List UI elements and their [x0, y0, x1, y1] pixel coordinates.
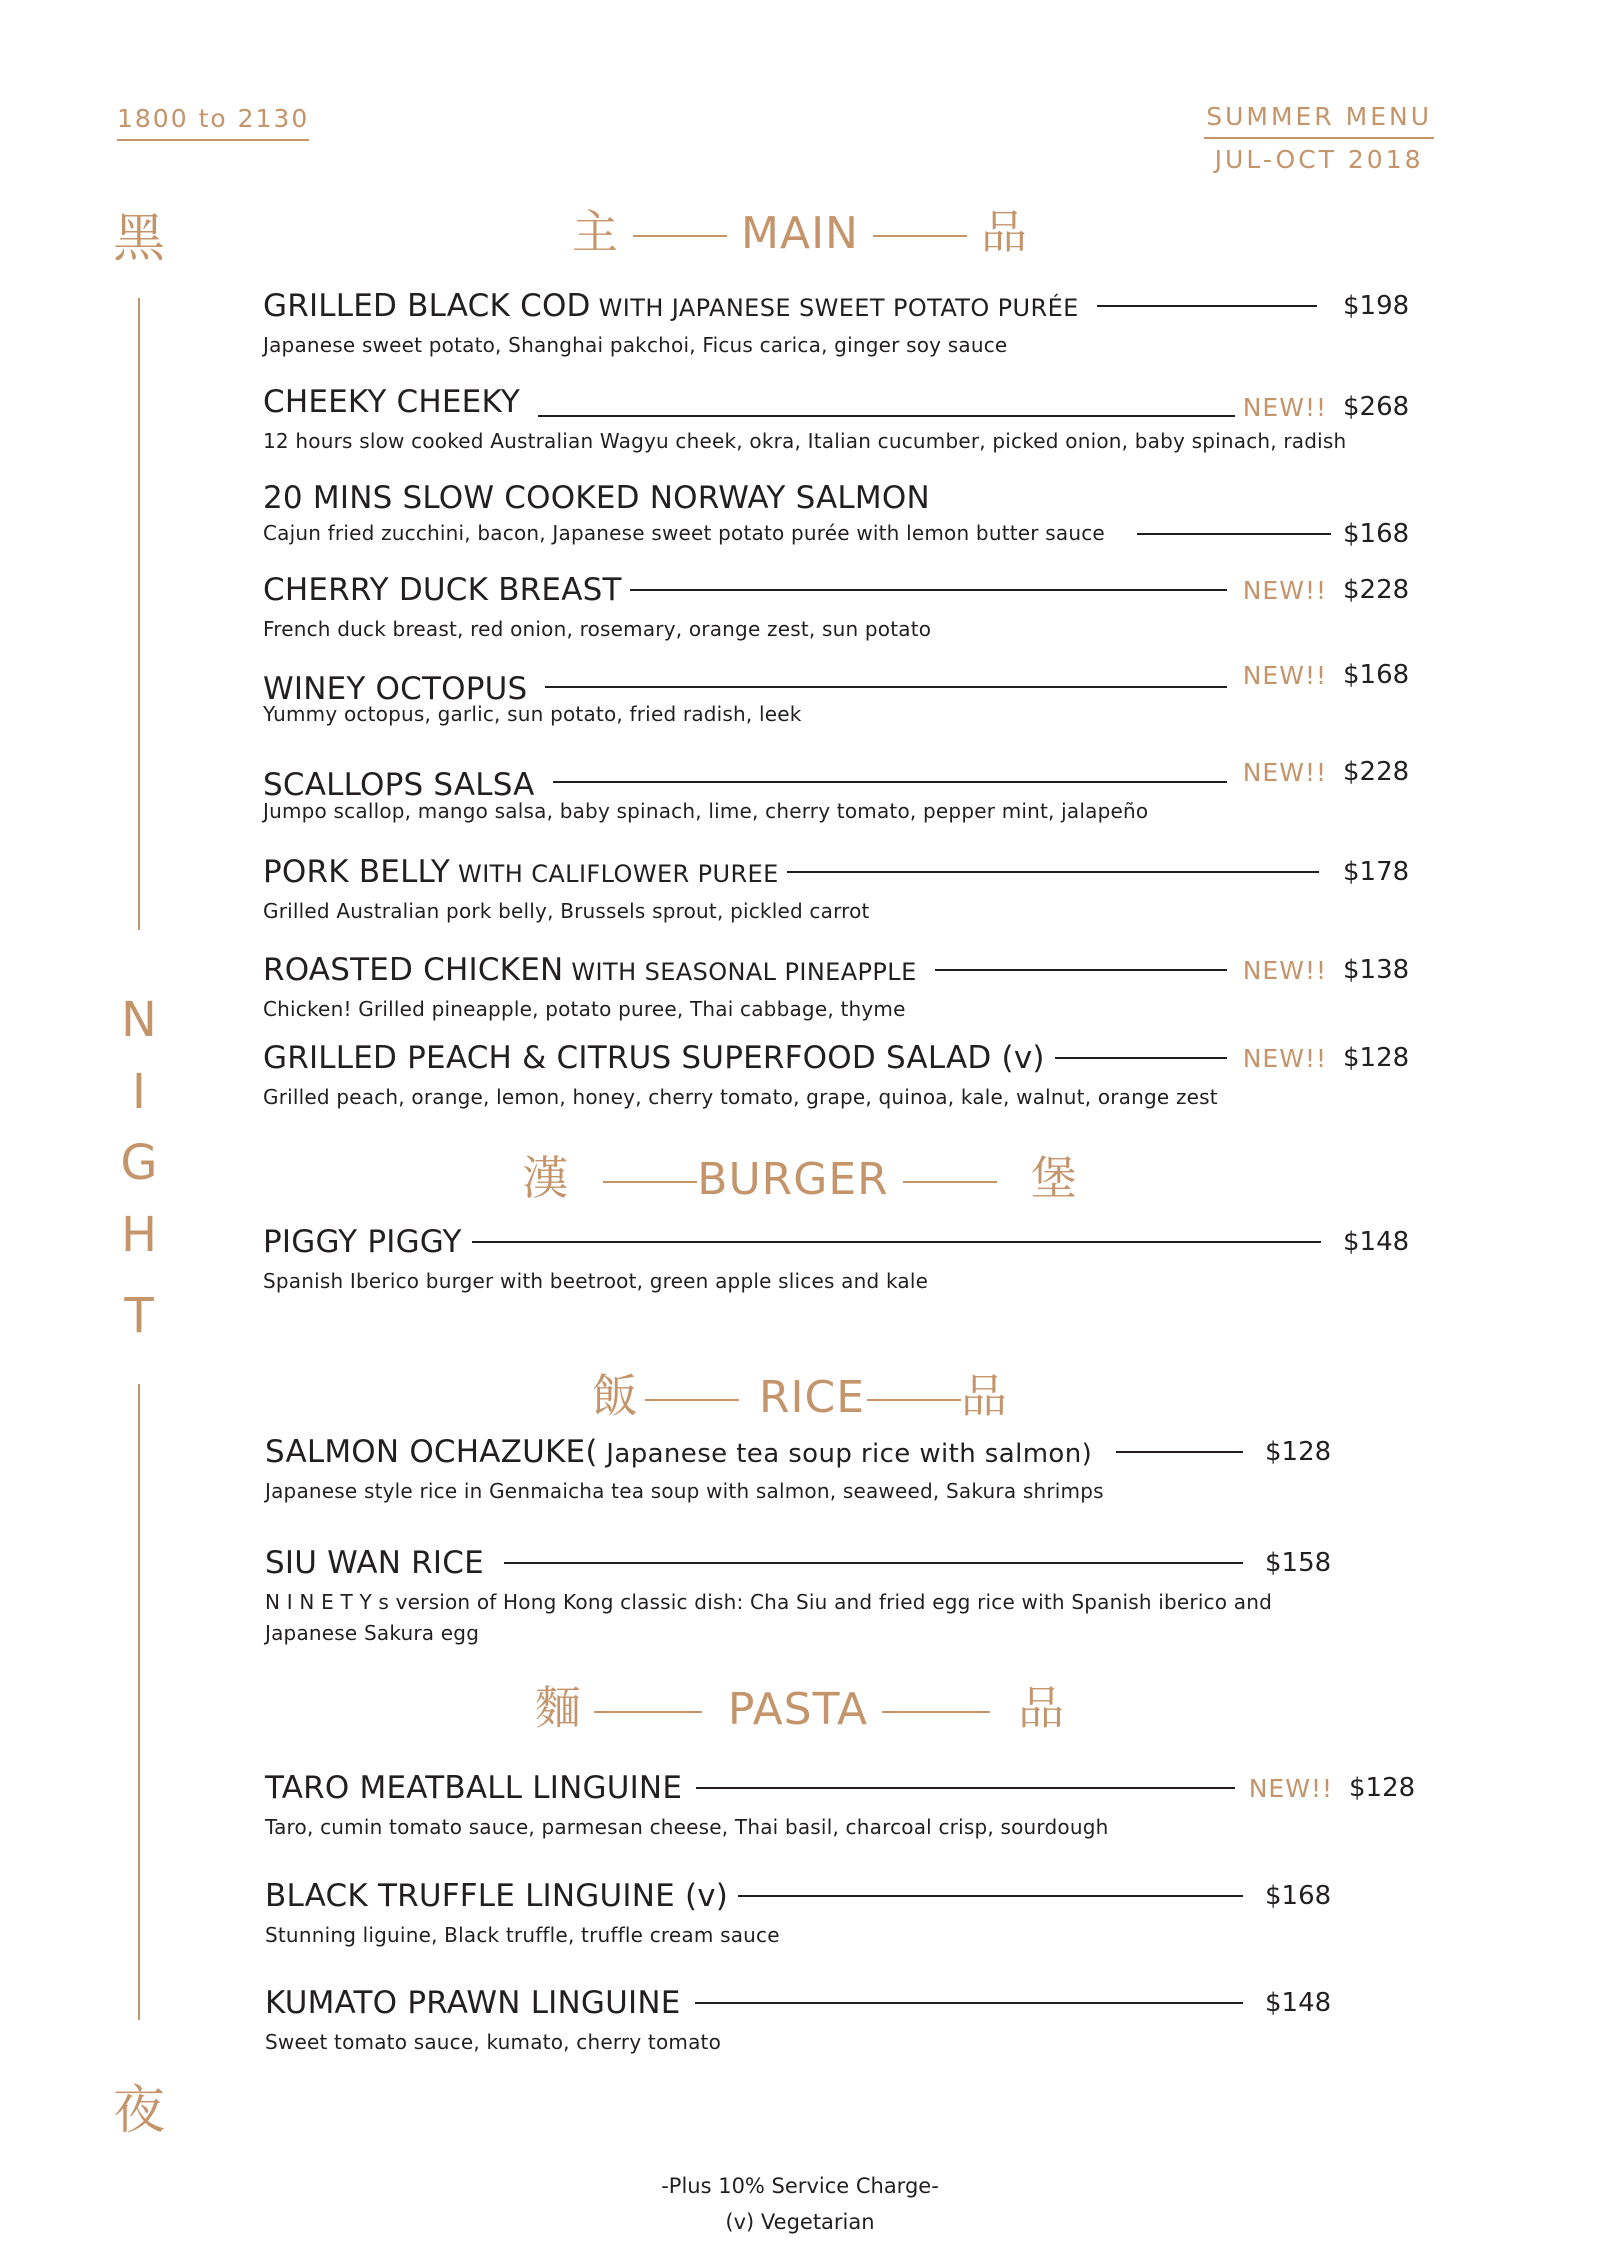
- service-hours: 1800 to 2130: [117, 104, 309, 141]
- section-burger-heading: [0, 1142, 1600, 1208]
- item-description: Spanish Iberico burger with beetroot, green apple slices and kale: [263, 1269, 929, 1293]
- item-price: $168: [1343, 518, 1410, 549]
- item-description: Japanese sweet potato, Shanghai pakchoi, Ficus carica, ginger soy sauce: [263, 333, 1008, 357]
- item-description-cont: Japanese Sakura egg: [265, 1621, 480, 1645]
- side-bottom-char: 夜: [112, 2081, 165, 2141]
- section-main-heading: [0, 196, 1600, 262]
- item-price: $128: [1343, 1043, 1410, 1073]
- section-rice-title: RICE: [758, 1372, 866, 1423]
- vegetarian-legend: (v) Vegetarian: [725, 2210, 875, 2234]
- item-name: GRILLED BLACK COD WITH JAPANESE SWEET POTATO PURÉE: [263, 288, 1079, 324]
- leader-line: [1055, 1057, 1227, 1059]
- night-letter-g: G: [120, 1135, 158, 1191]
- heading-dash: [594, 1711, 702, 1713]
- section-main-right-char: 品: [980, 205, 1028, 259]
- item-name: SALMON OCHAZUKE( Japanese tea soup rice with salmon): [265, 1434, 1093, 1470]
- section-pasta-right-char: 品: [1018, 1681, 1066, 1735]
- item-name: PIGGY PIGGY: [263, 1224, 462, 1260]
- item-name: TARO MEATBALL LINGUINE: [265, 1770, 683, 1806]
- leader-line: [504, 1562, 1243, 1564]
- item-name: ROASTED CHICKEN WITH SEASONAL PINEAPPLE: [263, 952, 917, 988]
- heading-dash: [633, 235, 727, 237]
- menu-item-roasted-chicken: [263, 950, 1410, 1025]
- footer-notes: [0, 2168, 1600, 2240]
- item-name: SCALLOPS SALSA: [263, 767, 535, 803]
- item-description: French duck breast, red onion, rosemary, orange zest, sun potato: [263, 617, 932, 641]
- item-name: 20 MINS SLOW COOKED NORWAY SALMON: [263, 480, 930, 516]
- service-charge-note: -Plus 10% Service Charge-: [661, 2174, 939, 2198]
- menu-item-piggy-piggy: [263, 1222, 1410, 1297]
- item-price: $158: [1265, 1548, 1332, 1578]
- item-price: $228: [1343, 757, 1410, 787]
- season-dates: JUL-OCT 2018: [1214, 145, 1424, 174]
- menu-item-salmon-ochazuke: [265, 1432, 1332, 1507]
- menu-item-scallops-salsa: [263, 752, 1410, 827]
- item-description: Sweet tomato sauce, kumato, cherry tomato: [265, 2030, 722, 2054]
- night-letter-t: T: [124, 1288, 154, 1344]
- menu-item-kumato-prawn-linguine: [265, 1983, 1332, 2058]
- section-burger-left-char: 漢: [522, 1151, 570, 1205]
- heading-dash: [882, 1711, 990, 1713]
- leader-line: [630, 589, 1227, 591]
- new-badge: NEW!!: [1242, 955, 1327, 985]
- item-name: KUMATO PRAWN LINGUINE: [265, 1985, 681, 2021]
- item-description: Japanese style rice in Genmaicha tea soup with salmon, seaweed, Sakura shrimps: [265, 1479, 1104, 1503]
- item-price: $138: [1343, 955, 1410, 985]
- item-name: BLACK TRUFFLE LINGUINE (v): [265, 1878, 729, 1914]
- night-letter-i: I: [131, 1064, 147, 1120]
- item-name: SIU WAN RICE: [265, 1545, 484, 1581]
- new-badge: NEW!!: [1242, 757, 1327, 787]
- night-letter-h: H: [120, 1207, 158, 1263]
- item-description: 12 hours slow cooked Australian Wagyu cheek, okra, Italian cucumber, picked onion, baby spinach, radish: [263, 429, 1347, 453]
- leader-line: [695, 2002, 1243, 2004]
- menu-item-black-truffle-linguine: [265, 1876, 1332, 1951]
- item-price: $228: [1343, 575, 1410, 605]
- heading-dash: [645, 1399, 739, 1401]
- section-rice-left-char: 飯: [591, 1369, 639, 1423]
- section-pasta-left-char: 麵: [534, 1681, 582, 1735]
- leader-line: [935, 969, 1227, 971]
- item-description: Cajun fried zucchini, bacon, Japanese sweet potato purée with lemon butter sauce: [263, 521, 1105, 545]
- menu-item-cherry-duck-breast: [263, 570, 1410, 645]
- leader-line: [545, 686, 1226, 688]
- section-pasta-title: PASTA: [727, 1684, 869, 1735]
- section-rice-right-char: 品: [961, 1369, 1009, 1423]
- section-burger-title: BURGER: [697, 1154, 889, 1205]
- item-price: $148: [1265, 1988, 1332, 2018]
- item-name: CHERRY DUCK BREAST: [263, 572, 622, 608]
- item-price: $268: [1343, 392, 1410, 422]
- item-price: $198: [1343, 291, 1410, 321]
- section-main-title: MAIN: [741, 208, 859, 259]
- menu-season: [1204, 102, 1434, 174]
- item-price: $168: [1265, 1881, 1332, 1911]
- new-badge: NEW!!: [1242, 575, 1327, 605]
- section-rice-heading: [0, 1360, 1600, 1426]
- heading-dash: [873, 235, 967, 237]
- menu-item-siu-wan-rice: [265, 1543, 1332, 1649]
- item-name: PORK BELLY WITH CALIFLOWER PUREE: [263, 854, 779, 890]
- item-description: Taro, cumin tomato sauce, parmesan cheese, Thai basil, charcoal crisp, sourdough: [265, 1815, 1109, 1839]
- menu-item-grilled-black-cod: [263, 286, 1410, 361]
- leader-line: [1116, 1451, 1243, 1453]
- leader-line: [787, 871, 1319, 873]
- new-badge: NEW!!: [1242, 1043, 1327, 1073]
- item-description: Grilled peach, orange, lemon, honey, cherry tomato, grape, quinoa, kale, walnut, orange zest: [263, 1085, 1218, 1109]
- side-divider-top: [138, 298, 140, 930]
- side-top-char: 黑: [112, 209, 165, 269]
- leader-line: [538, 415, 1235, 417]
- item-description: Yummy octopus, garlic, sun potato, fried radish, leek: [263, 702, 802, 726]
- item-name: GRILLED PEACH & CITRUS SUPERFOOD SALAD (v): [263, 1040, 1045, 1076]
- menu-item-cheeky-cheeky: [263, 382, 1410, 457]
- menu-item-winey-octopus: [263, 655, 1410, 730]
- item-name: CHEEKY CHEEKY: [263, 384, 521, 420]
- item-description: Stunning liguine, Black truffle, truffle cream sauce: [265, 1923, 780, 1947]
- new-badge: NEW!!: [1242, 660, 1327, 690]
- leader-line: [696, 1787, 1235, 1789]
- menu-item-peach-citrus-salad: [263, 1038, 1410, 1113]
- new-badge: NEW!!: [1248, 1773, 1333, 1803]
- item-price: $128: [1265, 1437, 1332, 1467]
- menu-item-taro-meatball-linguine: [265, 1768, 1416, 1843]
- item-price: $168: [1343, 660, 1410, 690]
- leader-line: [1137, 533, 1331, 535]
- season-title: SUMMER MENU: [1204, 102, 1434, 139]
- night-letter-n: N: [121, 992, 157, 1048]
- section-main-left-char: 主: [572, 205, 620, 259]
- item-price: $178: [1343, 857, 1410, 887]
- item-description: N I N E T Y s version of Hong Kong classic dish: Cha Siu and fried egg rice with Spanish iberico and: [265, 1590, 1273, 1614]
- item-price: $128: [1349, 1773, 1416, 1803]
- leader-line: [472, 1241, 1321, 1243]
- leader-line: [553, 781, 1227, 783]
- new-badge: NEW!!: [1242, 392, 1327, 422]
- menu-item-norway-salmon: [263, 478, 1410, 549]
- section-pasta-heading: [0, 1672, 1600, 1738]
- section-burger-right-char: 堡: [1030, 1151, 1078, 1205]
- heading-dash: [603, 1181, 697, 1183]
- menu-item-pork-belly: [263, 852, 1410, 927]
- heading-dash: [903, 1181, 997, 1183]
- item-description: Grilled Australian pork belly, Brussels sprout, pickled carrot: [263, 899, 870, 923]
- item-price: $148: [1343, 1227, 1410, 1257]
- item-description: Jumpo scallop, mango salsa, baby spinach, lime, cherry tomato, pepper mint, jalapeño: [263, 799, 1149, 823]
- item-name: WINEY OCTOPUS: [263, 671, 528, 707]
- leader-line: [1097, 305, 1317, 307]
- item-description: Chicken! Grilled pineapple, potato puree, Thai cabbage, thyme: [263, 997, 906, 1021]
- leader-line: [738, 1895, 1243, 1897]
- heading-dash: [867, 1399, 961, 1401]
